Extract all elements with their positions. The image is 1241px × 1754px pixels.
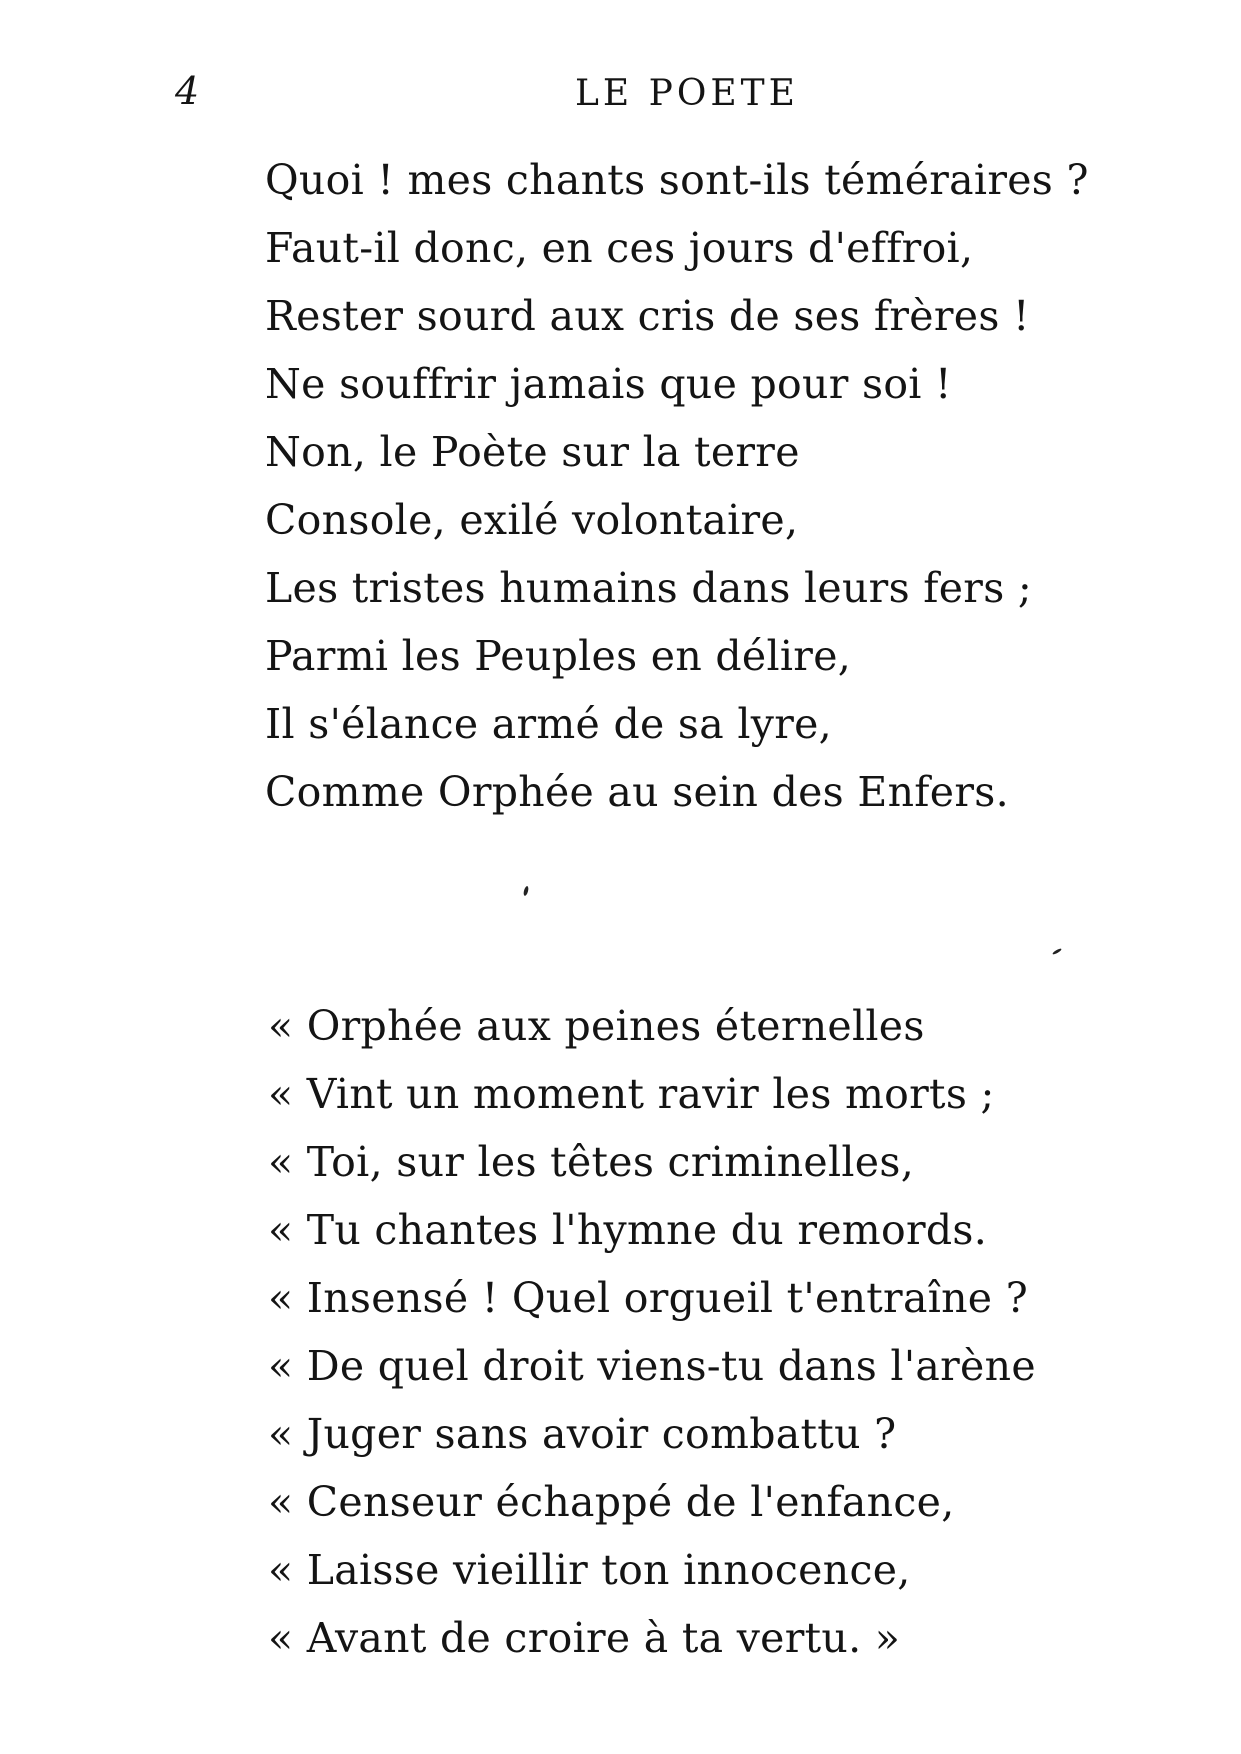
verse-line: Rester sourd aux cris de ses frères ! <box>265 292 1030 340</box>
ink-speck <box>523 886 529 897</box>
running-title: LE POETE <box>575 73 799 114</box>
verse-line: « De quel droit viens-tu dans l'arène <box>268 1342 1036 1390</box>
verse-line: Console, exilé volontaire, <box>265 496 799 544</box>
stanza-2 <box>268 992 1036 1672</box>
running-head <box>0 68 1241 128</box>
verse-line: « Avant de croire à ta vertu. » <box>268 1614 901 1662</box>
verse-line: Comme Orphée au sein des Enfers. <box>265 768 1009 816</box>
verse-line: Non, le Poète sur la terre <box>265 428 800 476</box>
verse-line: Les tristes humains dans leurs fers ; <box>265 564 1032 612</box>
verse-line: « Orphée aux peines éternelles <box>268 1002 925 1050</box>
verse-line: « Toi, sur les têtes criminelles, <box>268 1138 915 1186</box>
verse-line: Faut-il donc, en ces jours d'effroi, <box>265 224 974 272</box>
verse-line: « Censeur échappé de l'enfance, <box>268 1478 955 1526</box>
verse-line: « Laisse vieillir ton innocence, <box>268 1546 911 1594</box>
verse-line: Ne souffrir jamais que pour soi ! <box>265 360 952 408</box>
verse-line: Quoi ! mes chants sont-ils téméraires ? <box>265 156 1089 204</box>
verse-line: « Insensé ! Quel orgueil t'entraîne ? <box>268 1274 1028 1322</box>
verse-line: Parmi les Peuples en délire, <box>265 632 852 680</box>
page-number: 4 <box>175 69 200 113</box>
stanza-1 <box>265 146 1089 826</box>
ink-speck <box>1052 948 1062 956</box>
verse-line: « Vint un moment ravir les morts ; <box>268 1070 995 1118</box>
verse-line: « Juger sans avoir combattu ? <box>268 1410 897 1458</box>
verse-line: Il s'élance armé de sa lyre, <box>265 700 832 748</box>
verse-line: « Tu chantes l'hymne du remords. <box>268 1206 988 1254</box>
